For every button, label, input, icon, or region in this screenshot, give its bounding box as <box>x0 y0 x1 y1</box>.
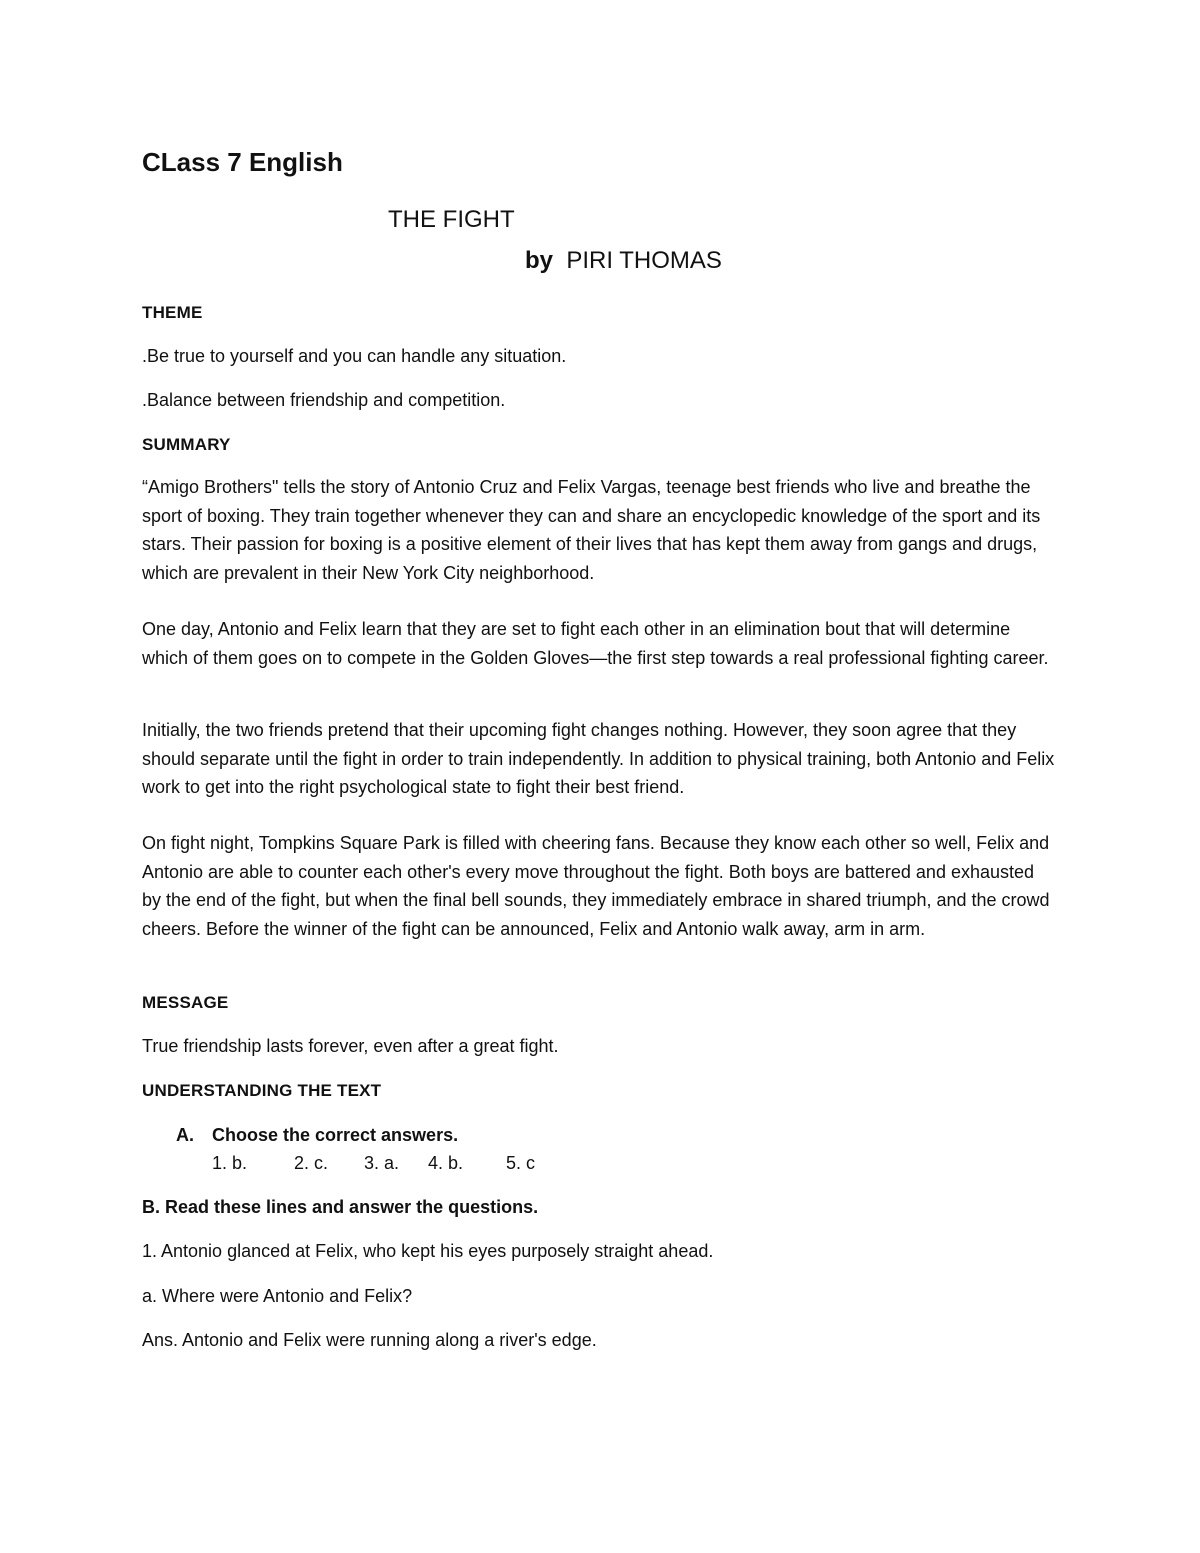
summary-paragraph: One day, Antonio and Felix learn that they are set to fight each other in an elimination bout that will determine which of them goes on to compete in the Golden Gloves—the first step towards a real professional fighting career. <box>142 619 1049 668</box>
understanding-heading: UNDERSTANDING THE TEXT <box>142 1081 382 1100</box>
answer-item: 2. c. <box>294 1153 329 1173</box>
theme-point: .Balance between friendship and competition. <box>142 390 506 410</box>
message-heading: MESSAGE <box>142 993 229 1012</box>
answer-item: 5. c <box>506 1153 536 1173</box>
byline <box>525 246 722 276</box>
theme-heading: THEME <box>142 303 203 322</box>
section-a-marker: A. <box>176 1125 194 1145</box>
quoted-line: 1. Antonio glanced at Felix, who kept his eyes purposely straight ahead. <box>142 1241 714 1261</box>
answer-text: Ans. Antonio and Felix were running along a river's edge. <box>142 1330 597 1350</box>
theme-point: .Be true to yourself and you can handle any situation. <box>142 346 567 366</box>
story-title: THE FIGHT <box>388 206 515 233</box>
answer-item: 4. b. <box>428 1153 464 1173</box>
question-text: a. Where were Antonio and Felix? <box>142 1286 413 1306</box>
author-name: PIRI THOMAS <box>566 247 722 274</box>
byline-prefix: by <box>525 247 554 274</box>
summary-paragraph: Initially, the two friends pretend that their upcoming fight changes nothing. However, they soon agree that they should separate until the fight in order to train independently. In addition to physical training, both Antonio and Felix work to get into the right psychological state to fight their best friend. <box>142 720 1055 798</box>
answer-key <box>212 1152 535 1174</box>
answer-item: 3. a. <box>364 1153 400 1173</box>
section-a-instruction: Choose the correct answers. <box>212 1125 459 1145</box>
summary-paragraph: “Amigo Brothers" tells the story of Antonio Cruz and Felix Vargas, teenage best friends who live and breathe the sport of boxing. They train together whenever they can and share an encyclopedic knowledge of the sport and its stars. Their passion for boxing is a positive element of their lives that has kept them away from gangs and drugs, which are prevalent in their New York City neighborhood. <box>142 477 1041 583</box>
answer-item: 1. b. <box>212 1153 248 1173</box>
section-b-instruction: B. Read these lines and answer the questions. <box>142 1197 539 1217</box>
summary-heading: SUMMARY <box>142 435 231 454</box>
message-text: True friendship lasts forever, even after a great fight. <box>142 1036 559 1056</box>
summary-paragraph: On fight night, Tompkins Square Park is filled with cheering fans. Because they know each other so well, Felix and Antonio are able to counter each other's every move throughout the fight. Both boys are battered and exhausted by the end of the fight, but when the final bell sounds, they immediately embrace in shared triumph, and the crowd cheers. Before the winner of the fight can be announced, Felix and Antonio walk away, arm in arm. <box>142 833 1050 939</box>
class-title: CLass 7 English <box>142 147 343 177</box>
